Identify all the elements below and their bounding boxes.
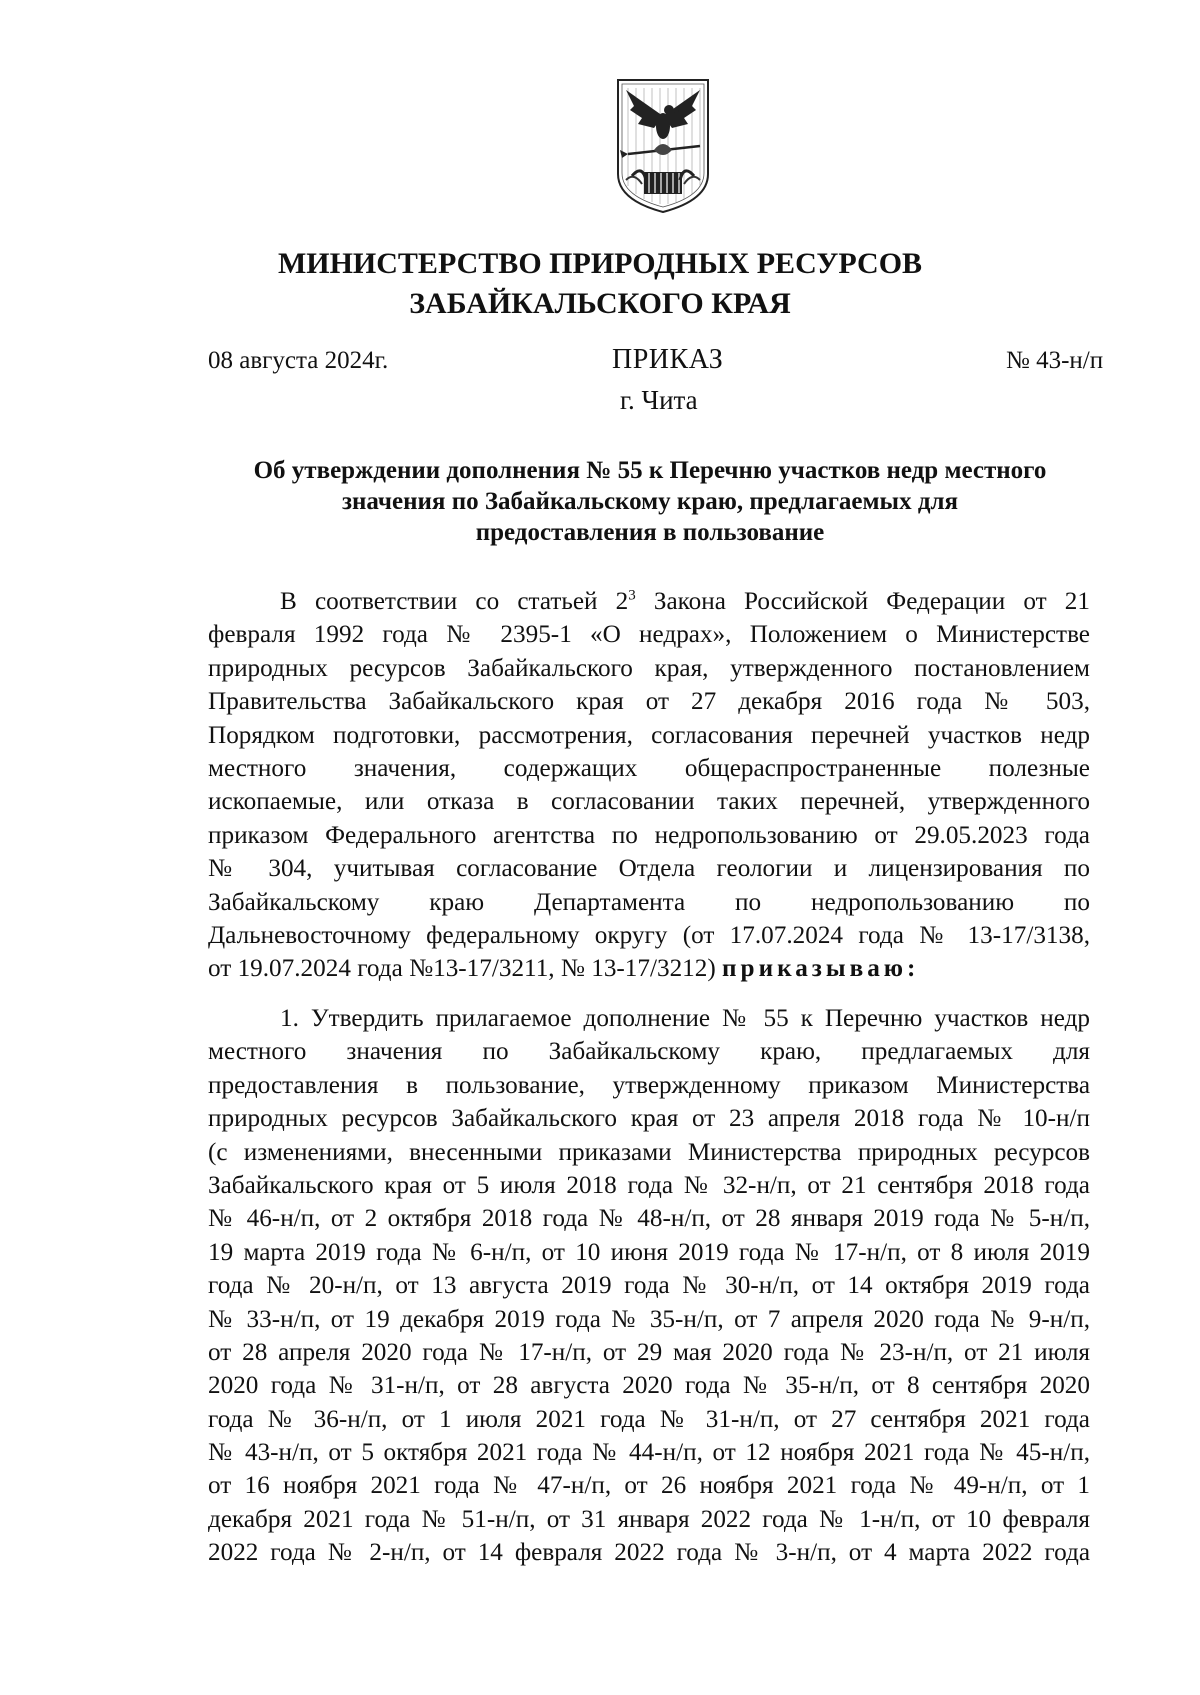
clause-line: природных ресурсов Забайкальского края от 23 апреля 2018 года № 10-н/п <box>208 1105 1090 1133</box>
ministry-name-line1: МИНИСТЕРСТВО ПРИРОДНЫХ РЕСУРСОВ <box>277 247 923 280</box>
preamble-line: ископаемые, или отказа в согласовании таких перечней, утвержденного <box>208 788 1090 816</box>
clause-line: 2022 года № 2-н/п, от 14 февраля 2022 года № 3-н/п, от 4 марта 2022 года <box>208 1539 1090 1567</box>
clause-line: № 43-н/п, от 5 октября 2021 года № 44-н/п, от 12 ноября 2021 года № 45-н/п, <box>208 1439 1090 1467</box>
ministry-name-line2: ЗАБАЙКАЛЬСКОГО КРАЯ <box>409 287 791 320</box>
clause-line: № 46-н/п, от 2 октября 2018 года № 48-н/п, от 28 января 2019 года № 5-н/п, <box>208 1205 1090 1233</box>
preamble-text: В соответствии со статьей 2 <box>280 588 629 615</box>
title-line3: предоставления в пользование <box>475 519 825 546</box>
preamble-text: от 19.07.2024 года №13-17/3211, № 13-17/3212) <box>208 955 716 983</box>
clause-line: 19 марта 2019 года № 6-н/п, от 10 июня 2019 года № 17-н/п, от 8 июля 2019 <box>208 1238 1090 1266</box>
document-type: ПРИКАЗ <box>612 344 724 375</box>
ministry-name <box>0 244 1200 324</box>
clause-line: (с изменениями, внесенными приказами Министерства природных ресурсов <box>208 1138 1090 1166</box>
preamble-line <box>208 585 1090 618</box>
article-superscript: 3 <box>628 587 636 604</box>
document-number: № 43-н/п <box>1006 347 1104 374</box>
preamble-text: Закона Российской Федерации от 21 <box>635 588 1090 615</box>
preamble-line: Порядком подготовки, рассмотрения, согласования перечней участков недр <box>208 721 1090 749</box>
preamble-line: № 304, учитывая согласование Отдела геологии и лицензирования по <box>208 855 1090 883</box>
preamble-line: Забайкальскому краю Департамента по недропользованию по <box>208 888 1090 916</box>
preamble-line: февраля 1992 года № 2395-1 «О недрах», Положением о Министерстве <box>208 621 1090 649</box>
document-title <box>200 455 1100 548</box>
clause-line: № 33-н/п, от 19 декабря 2019 года № 35-н/п, от 7 апреля 2020 года № 9-н/п, <box>208 1305 1090 1333</box>
clause-line: декабря 2021 года № 51-н/п, от 31 января 2022 года № 1-н/п, от 10 февраля <box>208 1505 1090 1533</box>
preamble-line: Дальневосточному федеральному округу (от 17.07.2024 года № 13-17/3138, <box>208 921 1090 949</box>
clause-line: местного значения по Забайкальскому краю, предлагаемых для <box>208 1038 1090 1066</box>
clause-line: от 16 ноября 2021 года № 47-н/п, от 26 ноября 2021 года № 49-н/п, от 1 <box>208 1472 1090 1500</box>
clause-1-paragraph <box>208 1002 1090 1570</box>
title-line1: Об утверждении дополнения № 55 к Перечню участков недр местного <box>253 457 1047 484</box>
order-verb: приказываю: <box>722 955 920 983</box>
preamble-line: приказом Федерального агентства по недропользованию от 29.05.2023 года <box>208 821 1090 849</box>
document-city: г. Чита <box>620 385 698 415</box>
clause-line: предоставления в пользование, утвержденному приказом Министерства <box>208 1071 1090 1099</box>
clause-line: 2020 года № 31-н/п, от 28 августа 2020 года № 35-н/п, от 8 сентября 2020 <box>208 1372 1090 1400</box>
document-date: 08 августа 2024г. <box>208 347 389 374</box>
coat-of-arms-icon <box>614 76 712 216</box>
clause-line: года № 36-н/п, от 1 июля 2021 года № 31-н/п, от 27 сентября 2021 года <box>208 1405 1090 1433</box>
clause-line: года № 20-н/п, от 13 августа 2019 года № 30-н/п, от 14 октября 2019 года <box>208 1272 1090 1300</box>
clause-line: Забайкальского края от 5 июля 2018 года № 32-н/п, от 21 сентября 2018 года <box>208 1171 1090 1199</box>
title-line2: значения по Забайкальскому краю, предлагаемых для <box>341 488 959 515</box>
preamble-line: природных ресурсов Забайкальского края, утвержденного постановлением <box>208 654 1090 682</box>
clause-line: 1. Утвердить прилагаемое дополнение № 55 к Перечню участков недр <box>280 1005 1090 1032</box>
preamble-paragraph <box>208 585 1090 986</box>
preamble-line: Правительства Забайкальского края от 27 декабря 2016 года № 503, <box>208 688 1090 716</box>
clause-line: от 28 апреля 2020 года № 17-н/п, от 29 мая 2020 года № 23-н/п, от 21 июля <box>208 1338 1090 1366</box>
preamble-line: местного значения, содержащих общераспространенные полезные <box>208 754 1090 782</box>
preamble-line <box>208 952 1090 985</box>
